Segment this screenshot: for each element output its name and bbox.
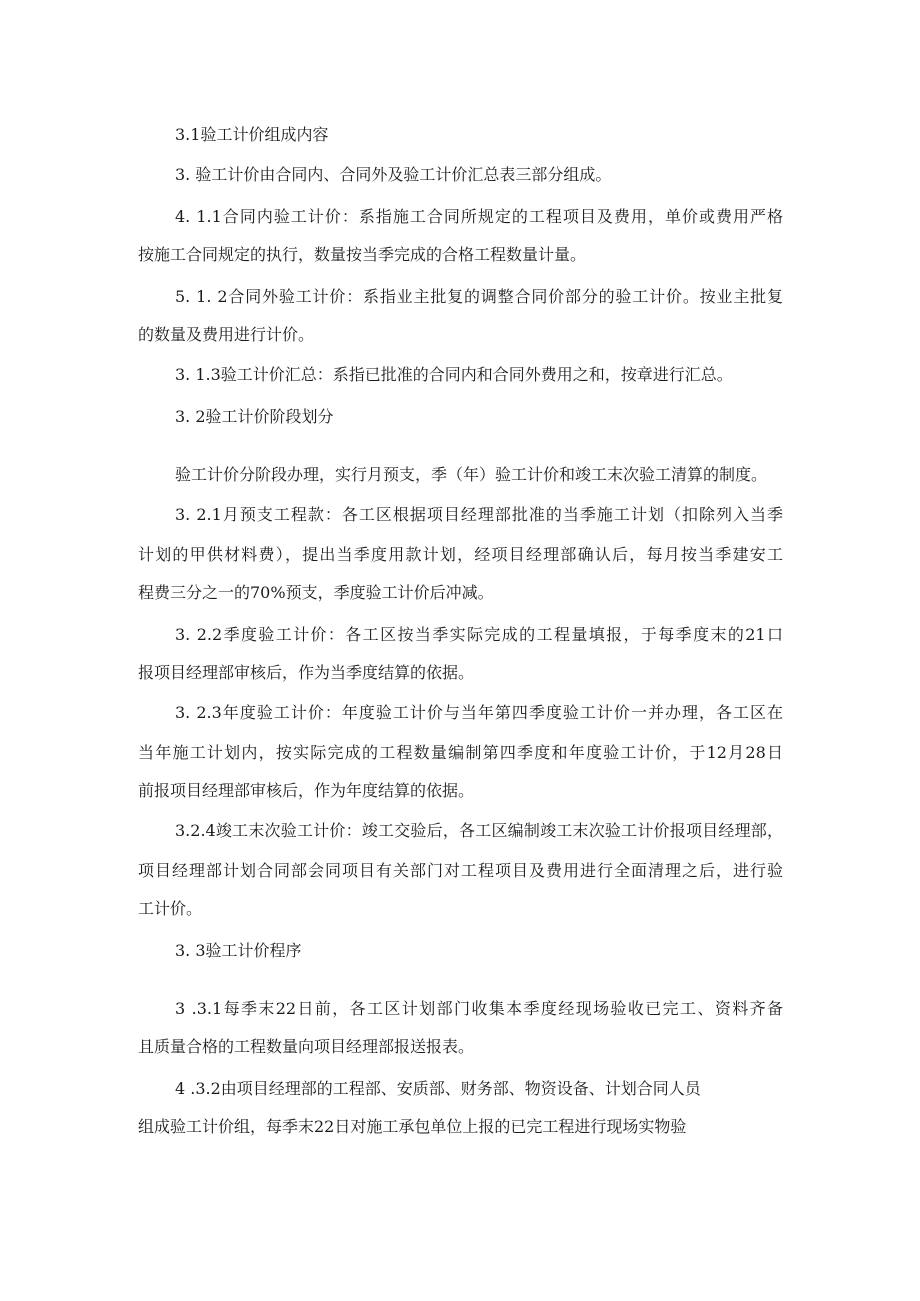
paragraph-line: 的数量及费用进行计价。: [138, 325, 315, 344]
paragraph-line: 项目经理部计划合同部会同项目有关部门对工程项目及费用进行全面清理之后，进行验: [138, 861, 783, 880]
paragraph-line: 且质量合格的工程数量向项目经理部报送报表。: [138, 1037, 475, 1056]
paragraph-line: 验工计价分阶段办理，实行月预支，季（年）验工计价和竣工末次验工清算的制度。: [175, 465, 768, 484]
paragraph-line: 3. 验工计价由合同内、合同外及验工计价汇总表三部分组成。: [175, 165, 612, 184]
section-heading-3-3: 3. 3验工计价程序: [175, 941, 302, 960]
paragraph-line: 当年施工计划内，按实际完成的工程数量编制第四季度和年度验工计价，于12月28日: [138, 743, 783, 762]
paragraph-line: 3. 2.1月预支工程款：各工区根据项目经理部批准的当季施工计划（扣除列入当季: [175, 505, 783, 524]
paragraph-line: 3.2.4竣工末次验工计价：竣工交验后，各工区编制竣工末次验工计价报项目经理部，: [175, 821, 783, 840]
paragraph-line: 报项目经理部审核后，作为当季度结算的依据。: [138, 663, 475, 682]
paragraph-line: 按施工合同规定的执行，数量按当季完成的合格工程数量计量。: [138, 245, 587, 264]
section-heading-3-1: 3.1验工计价组成内容: [175, 125, 329, 144]
paragraph-line: 计划的甲供材料费），提出当季度用款计划，经项目经理部确认后，每月按当季建安工: [138, 545, 783, 564]
paragraph-line: 4 .3.2由项目经理部的工程部、安质部、财务部、物资设备、计划合同人员: [175, 1079, 701, 1098]
paragraph-line: 5. 1. 2合同外验工计价：系指业主批复的调整合同价部分的验工计价。按业主批复: [175, 287, 783, 306]
paragraph-line: 3. 2.3年度验工计价：年度验工计价与当年第四季度验工计价一并办理，各工区在: [175, 703, 783, 722]
paragraph-line: 工计价。: [138, 899, 203, 918]
paragraph-line: 4. 1.1合同内验工计价：系指施工合同所规定的工程项目及费用，单价或费用严格: [175, 207, 783, 226]
paragraph-line: 3 .3.1每季末22日前，各工区计划部门收集本季度经现场验收已完工、资料齐备: [175, 999, 783, 1018]
paragraph-line: 3. 1.3验工计价汇总：系指已批准的合同内和合同外费用之和，按章进行汇总。: [175, 365, 733, 384]
paragraph-line: 程费三分之一的70%预支，季度验工计价后冲减。: [138, 583, 494, 602]
paragraph-line: 前报项目经理部审核后，作为年度结算的依据。: [138, 781, 475, 800]
paragraph-line: 3. 2.2季度验工计价：各工区按当季实际完成的工程量填报，于每季度末的21口: [175, 625, 783, 644]
paragraph-line: 组成验工计价组，每季末22日对施工承包单位上报的已完工程进行现场实物验: [138, 1117, 687, 1136]
section-heading-3-2: 3. 2验工计价阶段划分: [175, 407, 334, 426]
